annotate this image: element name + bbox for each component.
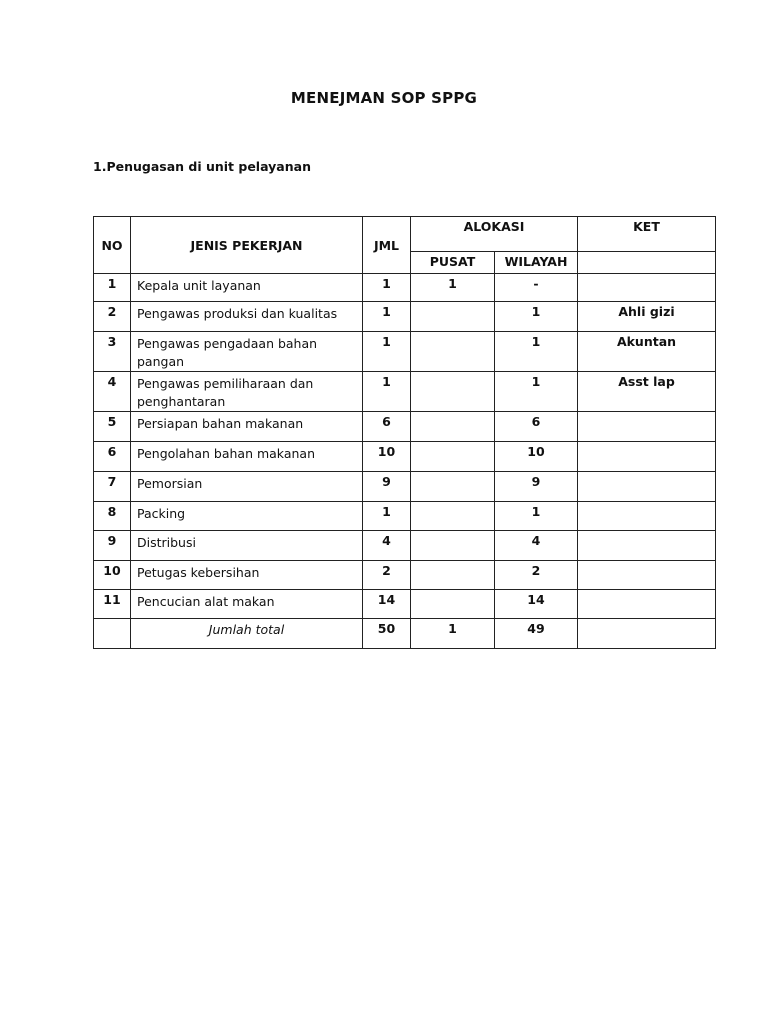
row-jenis-pekerjan: Persiapan bahan makanan	[131, 412, 363, 442]
table-row	[94, 502, 716, 531]
row-pusat	[411, 590, 495, 619]
row-jenis-pekerjan: Petugas kebersihan	[131, 561, 363, 590]
row-jml: 9	[363, 472, 411, 502]
row-wilayah: 6	[495, 412, 578, 442]
row-no: 9	[94, 531, 131, 561]
row-no: 10	[94, 561, 131, 590]
total-label: Jumlah total	[131, 619, 363, 649]
row-jml: 1	[363, 502, 411, 531]
table-row	[94, 590, 716, 619]
row-jml: 10	[363, 442, 411, 472]
row-jml: 1	[363, 332, 411, 372]
row-ket	[578, 561, 716, 590]
table-row	[94, 412, 716, 442]
header-jml: JML	[363, 217, 411, 274]
row-no: 4	[94, 372, 131, 412]
row-pusat	[411, 561, 495, 590]
row-pusat	[411, 332, 495, 372]
table-row	[94, 442, 716, 472]
total-pusat: 1	[411, 619, 495, 649]
header-alokasi: ALOKASI	[411, 217, 578, 252]
table-row	[94, 332, 716, 372]
row-jenis-pekerjan: Pencucian alat makan	[131, 590, 363, 619]
row-ket: Akuntan	[578, 332, 716, 372]
row-jml: 14	[363, 590, 411, 619]
row-jenis-pekerjan: Packing	[131, 502, 363, 531]
table-row	[94, 561, 716, 590]
row-jenis-pekerjan: Kepala unit layanan	[131, 274, 363, 302]
row-jenis-pekerjan: Pengolahan bahan makanan	[131, 442, 363, 472]
row-ket	[578, 274, 716, 302]
row-no: 8	[94, 502, 131, 531]
row-wilayah: 1	[495, 302, 578, 332]
header-wilayah: WILAYAH	[495, 252, 578, 274]
row-wilayah: 9	[495, 472, 578, 502]
document-title: MENEJMAN SOP SPPG	[290, 89, 478, 107]
row-no: 2	[94, 302, 131, 332]
row-ket	[578, 502, 716, 531]
row-jml: 1	[363, 274, 411, 302]
table-body	[94, 274, 716, 619]
row-wilayah: 10	[495, 442, 578, 472]
row-no: 11	[94, 590, 131, 619]
row-jml: 4	[363, 531, 411, 561]
row-no: 7	[94, 472, 131, 502]
row-pusat: 1	[411, 274, 495, 302]
row-no: 6	[94, 442, 131, 472]
row-pusat	[411, 302, 495, 332]
table-header-row	[94, 217, 716, 252]
row-pusat	[411, 372, 495, 412]
row-jml: 1	[363, 372, 411, 412]
row-pusat	[411, 472, 495, 502]
header-pusat: PUSAT	[411, 252, 495, 274]
row-jenis-pekerjan: Pengawas pengadaan bahan pangan	[131, 332, 363, 372]
row-wilayah: -	[495, 274, 578, 302]
row-ket: Asst lap	[578, 372, 716, 412]
table-row	[94, 372, 716, 412]
total-wilayah: 49	[495, 619, 578, 649]
row-jenis-pekerjan: Pengawas produksi dan kualitas	[131, 302, 363, 332]
assignment-table	[93, 216, 716, 649]
row-jenis-pekerjan: Distribusi	[131, 531, 363, 561]
table-row	[94, 472, 716, 502]
row-ket	[578, 531, 716, 561]
row-jenis-pekerjan: Pemorsian	[131, 472, 363, 502]
total-jml: 50	[363, 619, 411, 649]
row-ket	[578, 590, 716, 619]
row-pusat	[411, 531, 495, 561]
row-jml: 1	[363, 302, 411, 332]
row-no: 5	[94, 412, 131, 442]
total-no-cell	[94, 619, 131, 649]
row-jenis-pekerjan: Pengawas pemiliharaan dan penghantaran	[131, 372, 363, 412]
row-ket: Ahli gizi	[578, 302, 716, 332]
row-jml: 2	[363, 561, 411, 590]
row-ket	[578, 412, 716, 442]
table-row	[94, 531, 716, 561]
row-ket	[578, 472, 716, 502]
row-wilayah: 14	[495, 590, 578, 619]
table-total-row	[94, 619, 716, 649]
row-wilayah: 1	[495, 502, 578, 531]
header-ket: KET	[578, 217, 716, 252]
row-pusat	[411, 442, 495, 472]
row-wilayah: 4	[495, 531, 578, 561]
row-wilayah: 1	[495, 372, 578, 412]
row-wilayah: 1	[495, 332, 578, 372]
row-wilayah: 2	[495, 561, 578, 590]
header-jenis-pekerjan: JENIS PEKERJAN	[131, 217, 363, 274]
row-no: 3	[94, 332, 131, 372]
table-row	[94, 302, 716, 332]
row-ket	[578, 442, 716, 472]
row-jml: 6	[363, 412, 411, 442]
section-heading: 1.Penugasan di unit pelayanan	[93, 159, 311, 174]
row-pusat	[411, 412, 495, 442]
header-ket-sub	[578, 252, 716, 274]
total-ket	[578, 619, 716, 649]
row-pusat	[411, 502, 495, 531]
row-no: 1	[94, 274, 131, 302]
table-row	[94, 274, 716, 302]
header-no: NO	[94, 217, 131, 274]
